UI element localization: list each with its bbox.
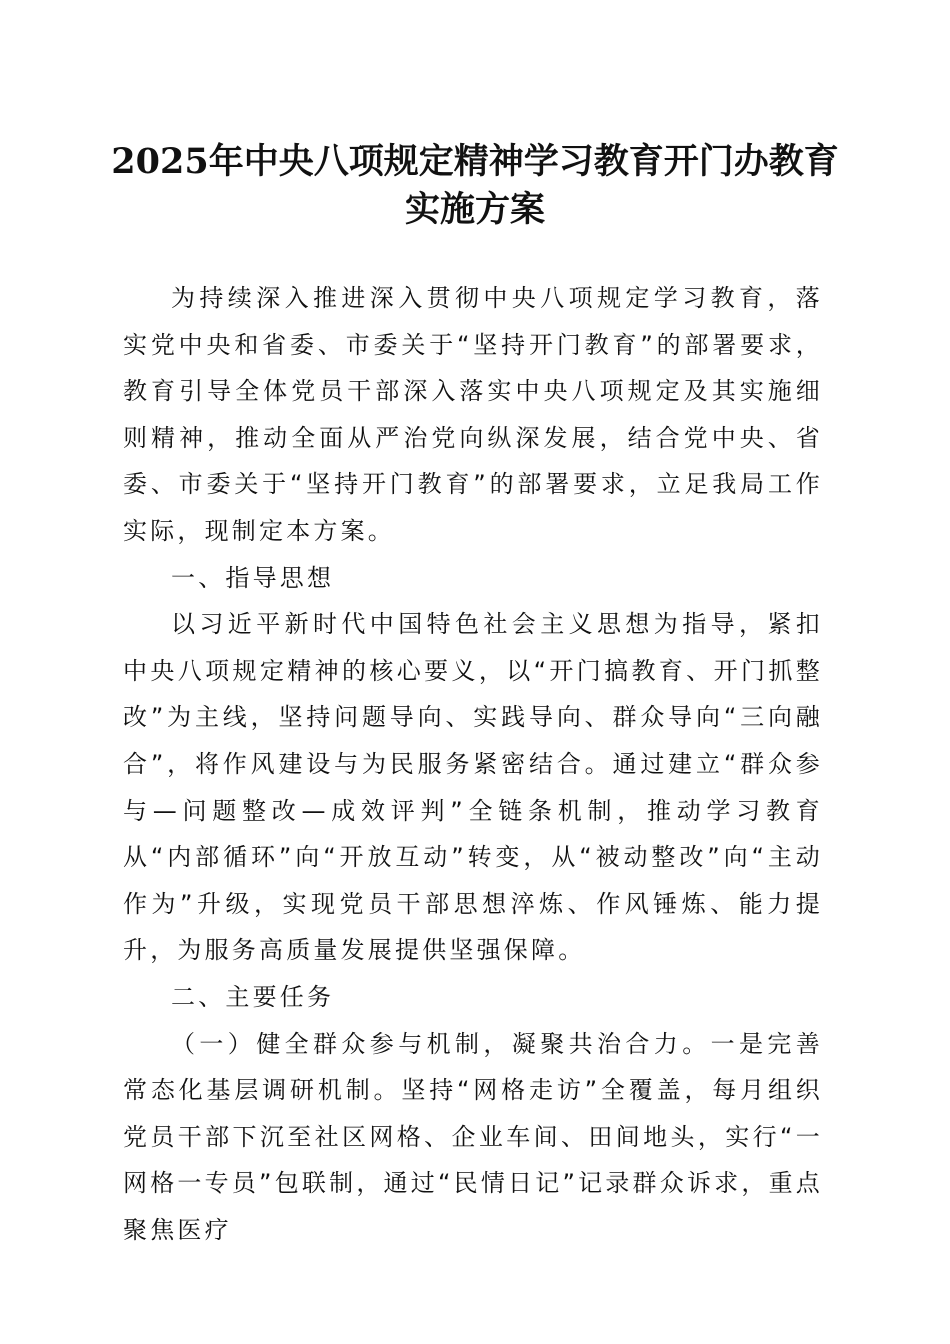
section-heading-guiding-ideology: 一、指导思想: [171, 563, 335, 592]
section-heading-main-tasks: 二、主要任务: [171, 982, 335, 1011]
intro-paragraph: 为持续深入推进深入贯彻中央八项规定学习教育，落实党中央和省委、市委关于“坚持开门教育”的部署要求，教育引导全体党员干部深入落实中央八项规定及其实施细则精神，推动全面从严治党向纵深发展，结合党中央、省委、市委关于“坚持开门教育”的部署要求，立足我局工作实际，现制定本方案。: [123, 284, 823, 545]
guiding-ideology-paragraph: 以习近平新时代中国特色社会主义思想为指导，紧扣中央八项规定精神的核心要义，以“开门搞教育、开门抓整改”为主线，坚持问题导向、实践导向、群众导向“三向融合”，将作风建设与为民服务紧密结合。通过建立“群众参与—问题整改—成效评判”全链条机制，推动学习教育从“内部循环”向“开放互动”转变，从“被动整改”向“主动作为”升级，实现党员干部思想淬炼、作风锤炼、能力提升，为服务高质量发展提供坚强保障。: [123, 610, 823, 965]
main-tasks-paragraph: （一）健全群众参与机制，凝聚共治合力。一是完善常态化基层调研机制。坚持“网格走访”全覆盖，每月组织党员干部下沉至社区网格、企业车间、田间地头，实行“一网格一专员”包联制，通过“民情日记”记录群众诉求，重点聚焦医疗: [123, 1029, 823, 1244]
document-title: 2025年中央八项规定精神学习教育开门办教育实施方案: [111, 141, 839, 230]
document-body: [123, 275, 823, 1253]
